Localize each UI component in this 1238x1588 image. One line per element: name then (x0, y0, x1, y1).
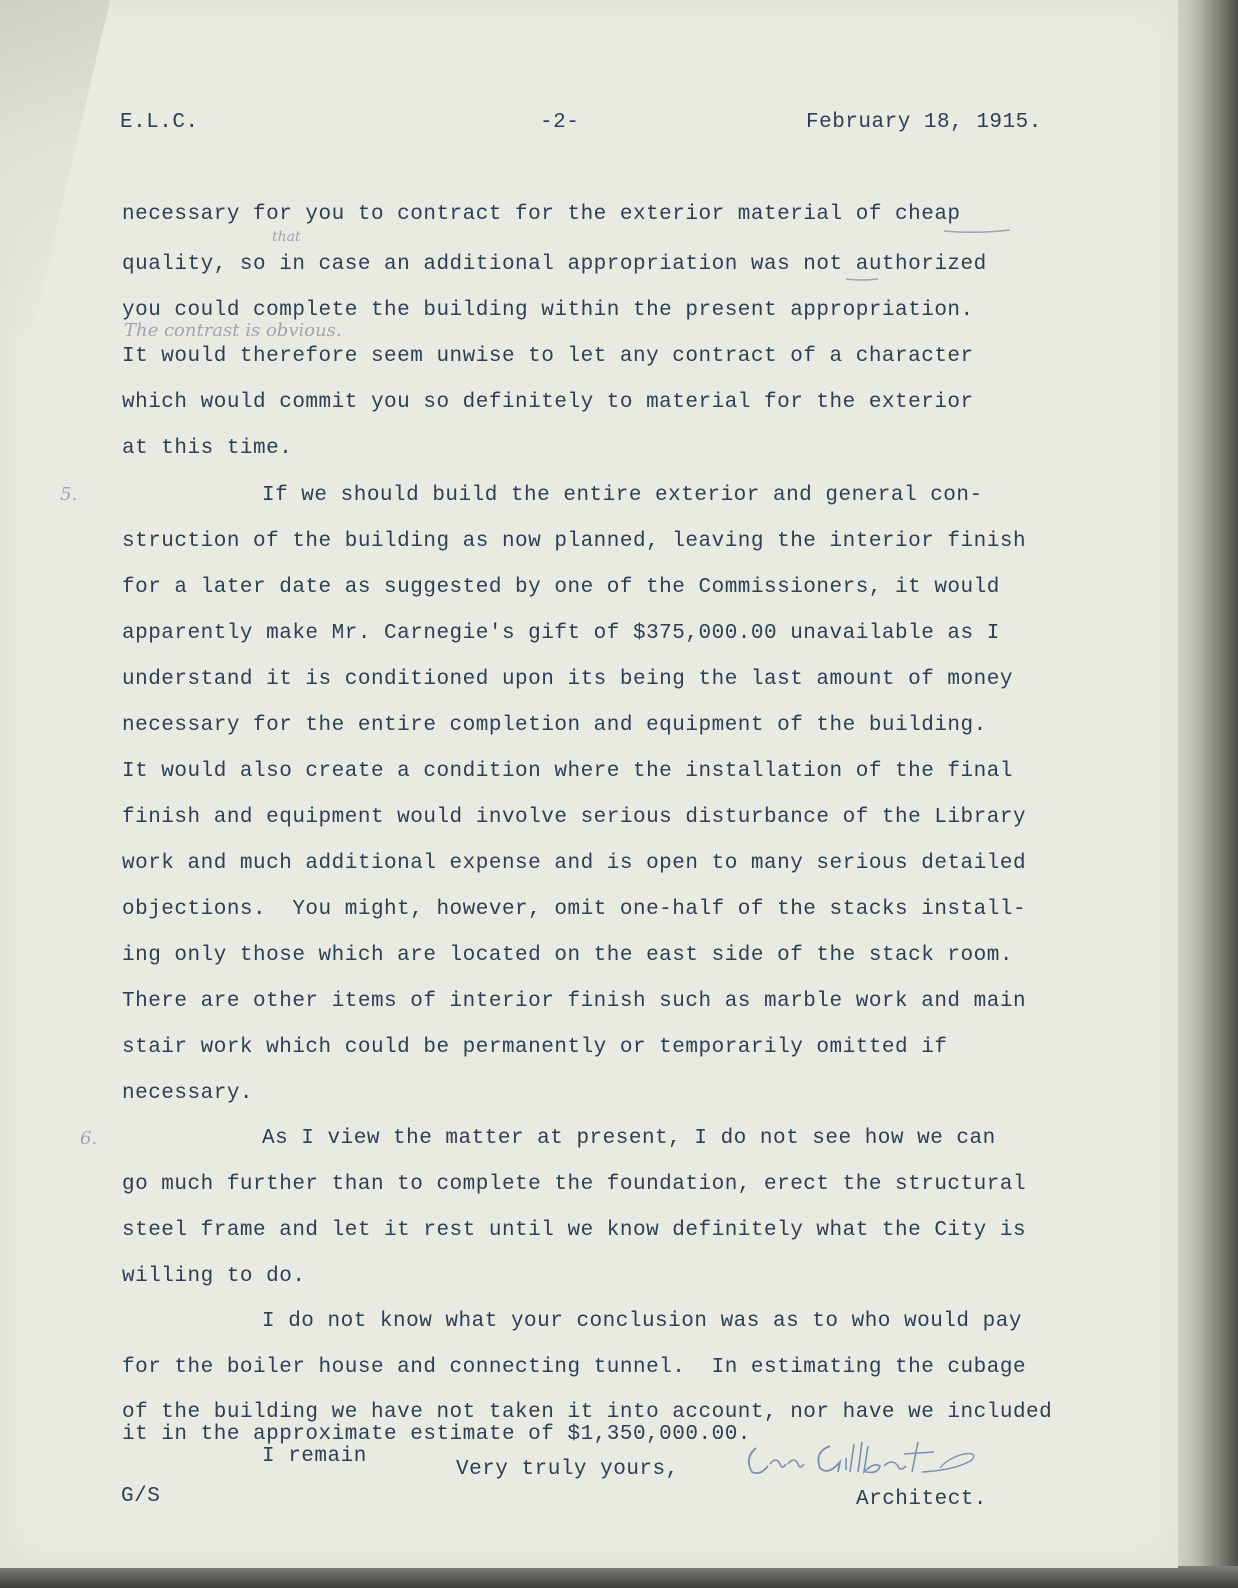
text-line: necessary for you to contract for the exterior material of cheap (122, 203, 961, 226)
text-line: work and much additional expense and is open to many serious detailed (122, 852, 1027, 875)
text-line: go much further than to complete the foundation, erect the structural (122, 1173, 1027, 1196)
text-line: I do not know what your conclusion was as to who would pay (262, 1310, 1022, 1333)
pencil-paragraph-number-5: 5. (60, 484, 78, 505)
text-line: It would also create a condition where the installation of the final (122, 760, 1013, 783)
text-line: you could complete the building within the present appropriation. (122, 299, 974, 322)
handwritten-signature (742, 1432, 982, 1486)
text-line: apparently make Mr. Carnegie's gift of $375,000.00 unavailable as I (122, 622, 1000, 645)
text-line: stair work which could be permanently or temporarily omitted if (122, 1036, 948, 1059)
text-line: As I view the matter at present, I do not see how we can (262, 1127, 996, 1150)
text-line: finish and equipment would involve serious disturbance of the Library (122, 806, 1027, 829)
text-line: for a later date as suggested by one of the Commissioners, it would (122, 576, 1000, 599)
text-line: necessary for the entire completion and equipment of the building. (122, 714, 987, 737)
text-line: ing only those which are located on the east side of the stack room. (122, 944, 1013, 967)
text-line: for the boiler house and connecting tunnel. In estimating the cubage (122, 1356, 1027, 1379)
text-line: If we should build the entire exterior and general con- (262, 484, 983, 507)
pencil-insert-that: that (272, 229, 301, 245)
text-line: which would commit you so definitely to material for the exterior (122, 391, 974, 414)
text-line: at this time. (122, 437, 293, 460)
text-line: it in the approximate estimate of $1,350,000.00. (122, 1423, 751, 1446)
closing-valediction: Very truly yours, (456, 1458, 679, 1481)
pencil-margin-note: The contrast is obvious. (124, 320, 342, 341)
text-line: necessary. (122, 1082, 254, 1105)
text-line: steel frame and let it rest until we know definitely what the City is (122, 1219, 1027, 1242)
signer-title: Architect. (856, 1488, 988, 1511)
text-line: understand it is conditioned upon its being the last amount of money (122, 668, 1013, 691)
text-line: objections. You might, however, omit one-half of the stacks install- (122, 898, 1027, 921)
addressee-initials: E.L.C. (120, 111, 199, 134)
text-line: It would therefore seem unwise to let any contract of a character (122, 345, 974, 368)
text-line: struction of the building as now planned, leaving the interior finish (122, 530, 1027, 553)
letter-date: February 18, 1915. (806, 111, 1042, 134)
text-line: willing to do. (122, 1265, 306, 1288)
page-number: -2- (540, 111, 580, 134)
typist-initials: G/S (121, 1485, 161, 1508)
scan-bottom-edge (0, 1566, 1238, 1588)
text-line: There are other items of interior finish such as marble work and main (122, 990, 1027, 1013)
closing-remain: I remain (262, 1445, 367, 1468)
text-line: quality, so in case an additional appropriation was not authorized (122, 253, 987, 276)
pencil-paragraph-number-6: 6. (80, 1128, 98, 1149)
text-line: of the building we have not taken it into account, nor have we included (122, 1401, 1053, 1424)
underlying-page-edge (1170, 0, 1238, 1588)
